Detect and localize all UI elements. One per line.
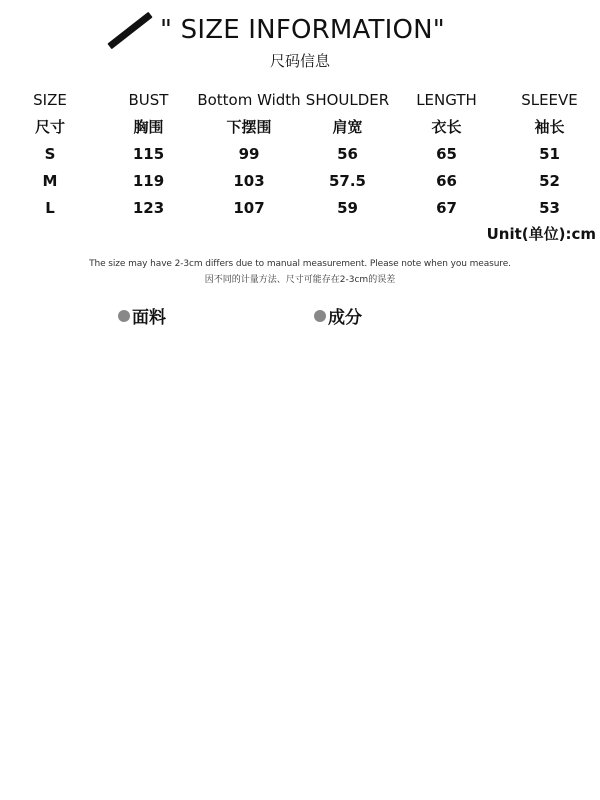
composition-section [314, 303, 362, 328]
bullet-dot-icon [118, 310, 130, 322]
header-size: SIZE [33, 90, 67, 109]
table-cell: 103 [233, 171, 265, 190]
table-cell: 66 [436, 171, 457, 190]
table-cell: 59 [337, 198, 358, 217]
header-shoulder: SHOULDER [305, 90, 390, 109]
page-title: " SIZE INFORMATION" [160, 15, 445, 45]
header-bust-cn: 胸围 [133, 118, 164, 136]
header-shoulder-cn: 肩宽 [332, 118, 363, 136]
table-row [0, 194, 600, 221]
table-cell: L [45, 198, 55, 217]
table-cell: 115 [132, 144, 165, 163]
table-cell: 107 [233, 198, 265, 217]
table-cell: 51 [539, 144, 560, 163]
table-cell: 123 [132, 198, 165, 217]
fabric-label: 面料 [132, 308, 166, 328]
table-cell: 67 [436, 198, 457, 217]
table-row [0, 167, 600, 194]
table-cell: 99 [238, 144, 260, 163]
composition-label: 成分 [328, 308, 362, 328]
table-cell: 57.5 [328, 171, 366, 190]
measurement-note-en: The size may have 2-3cm differs due to manual measurement. Please note when you measure. [89, 259, 511, 269]
measurement-note-cn: 因不同的计量方法、尺寸可能存在2-3cm的误差 [204, 275, 396, 285]
header-bottom-width-cn: 下摆围 [226, 118, 272, 136]
header-length-cn: 衣长 [431, 118, 462, 136]
table-header-row-en [0, 86, 600, 113]
fabric-section [118, 303, 166, 328]
header-size-cn: 尺寸 [34, 118, 65, 136]
header-sleeve-cn: 袖长 [534, 118, 565, 136]
table-cell: 53 [539, 198, 560, 217]
table-cell: 65 [436, 144, 457, 163]
table-cell: 52 [539, 171, 560, 190]
header-length: LENGTH [416, 90, 477, 109]
size-table [0, 86, 600, 221]
table-header-row-cn [0, 113, 600, 140]
table-row [0, 140, 600, 167]
table-cell: M [42, 171, 58, 190]
table-cell: 56 [337, 144, 358, 163]
header-bust: BUST [128, 90, 169, 109]
bullet-dot-icon [314, 310, 326, 322]
page-subtitle: 尺码信息 [269, 52, 330, 70]
decorative-slash-icon [107, 12, 152, 50]
table-cell: S [44, 144, 56, 163]
header-bottom-width: Bottom Width [197, 90, 301, 109]
table-cell: 119 [132, 171, 165, 190]
unit-label: Unit(单位):cm [486, 225, 596, 243]
header-sleeve: SLEEVE [521, 90, 578, 109]
